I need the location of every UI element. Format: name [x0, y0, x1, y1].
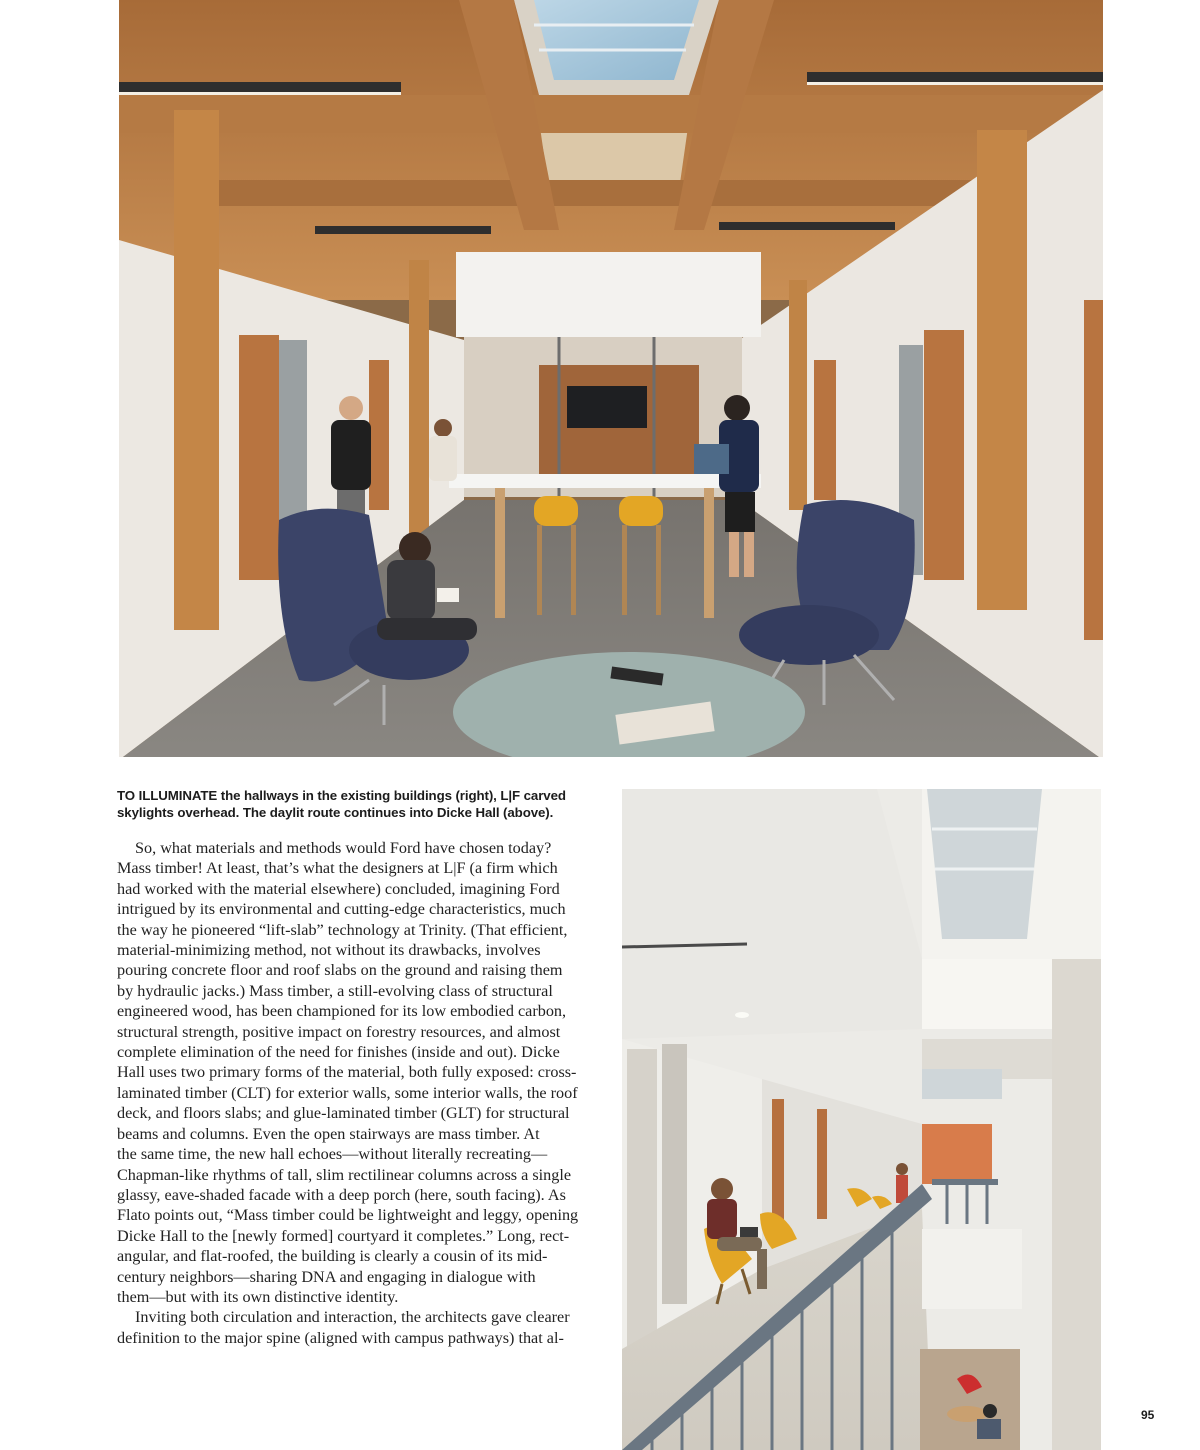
- body-line: the way he pioneered “lift-slab” technology at Trinity. (That efficient,: [117, 920, 568, 939]
- body-line: definition to the major spine (aligned with campus pathways) that al-: [117, 1328, 564, 1347]
- body-line: laminated timber (CLT) for exterior walls, some interior walls, the roof: [117, 1083, 578, 1102]
- page-number: 95: [1141, 1408, 1155, 1422]
- body-line: Inviting both circulation and interaction, the architects gave clearer: [135, 1308, 570, 1327]
- body-line: had worked with the material elsewhere) concluded, imagining Ford: [117, 879, 560, 898]
- body-line: engineered wood, has been championed for its low embodied carbon,: [117, 1002, 567, 1021]
- body-line: pouring concrete floor and roof slabs on the ground and raising them: [117, 961, 563, 980]
- photo-caption: [117, 787, 597, 821]
- caption-line-1: [117, 787, 597, 804]
- caption-line-1-rest: the hallways in the existing buildings (right), L|F carved: [217, 788, 566, 803]
- photo-atrium-hallway: [622, 789, 1101, 1450]
- body-line: material-minimizing method, not without its drawbacks, involves: [117, 941, 541, 960]
- photo-timber-hallway: [119, 0, 1103, 757]
- body-line: structural strength, positive impact on forestry resources, and almost: [117, 1022, 561, 1041]
- body-line: them—but with its own distinctive identity.: [117, 1287, 399, 1306]
- caption-lead: TO ILLUMINATE: [117, 788, 218, 803]
- body-line: deck, and floors slabs; and glue-laminated timber (GLT) for structural: [117, 1104, 570, 1123]
- body-line: Chapman-like rhythms of tall, slim rectilinear columns across a single: [117, 1165, 572, 1184]
- body-line: angular, and flat-roofed, the building is clearly a cousin of its mid-: [117, 1247, 548, 1266]
- atrium-hallway-illustration: [622, 789, 1101, 1450]
- body-line: by hydraulic jacks.) Mass timber, a still-evolving class of structural: [117, 981, 553, 1000]
- body-line: So, what materials and methods would Ford have chosen today?: [135, 839, 552, 857]
- body-line: complete elimination of the need for finishes (inside and out). Dicke: [117, 1043, 560, 1062]
- body-line: Mass timber! At least, that’s what the designers at L|F (a firm which: [117, 859, 558, 878]
- article-body: [117, 838, 597, 1348]
- body-line: century neighbors—sharing DNA and engaging in dialogue with: [117, 1267, 536, 1286]
- timber-hallway-illustration: [119, 0, 1103, 757]
- body-line: the same time, the new hall echoes—without literally recreating—: [117, 1145, 548, 1164]
- body-line: glassy, eave-shaded facade with a deep porch (here, south facing). As: [117, 1185, 566, 1204]
- body-line: beams and columns. Even the open stairways are mass timber. At: [117, 1124, 540, 1143]
- body-line: Hall uses two primary forms of the material, both fully exposed: cross-: [117, 1063, 577, 1082]
- body-line: Flato points out, “Mass timber could be lightweight and leggy, opening: [117, 1206, 579, 1225]
- body-line: Dicke Hall to the [newly formed] courtyard it completes.” Long, rect-: [117, 1226, 570, 1245]
- body-line: intrigued by its environmental and cutting-edge characteristics, much: [117, 900, 566, 919]
- caption-line-2: skylights overhead. The daylit route continues into Dicke Hall (above).: [117, 805, 554, 820]
